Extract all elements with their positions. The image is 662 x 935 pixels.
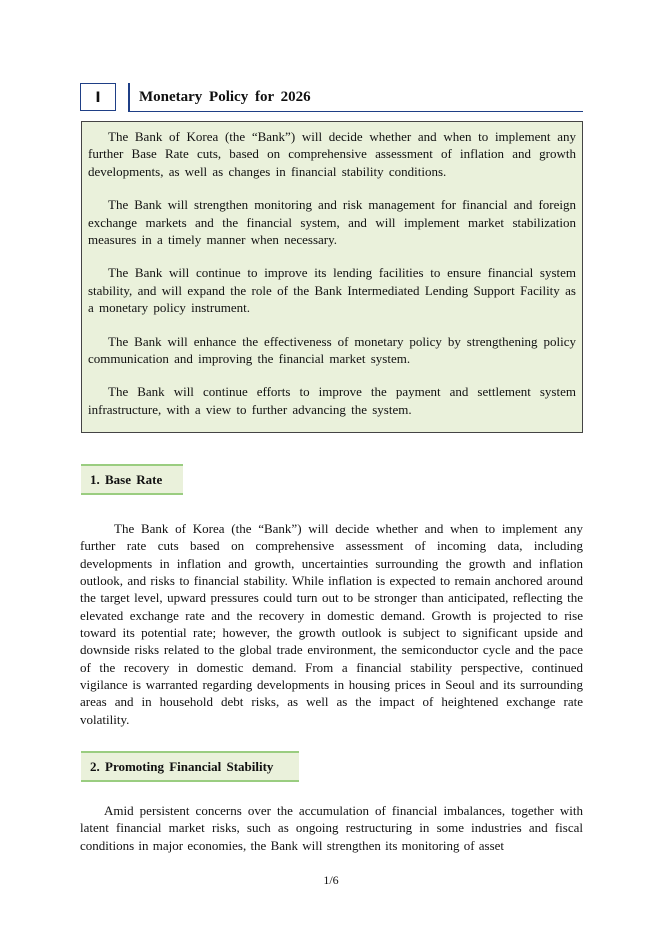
page-number: 1/6 bbox=[323, 873, 339, 887]
summary-paragraph: The Bank of Korea (the “Bank”) will decide whether and when to implement any further Base Rate cuts, based on comprehensive assessment of inflation and growth developments, as well as changes in financial stability conditions. bbox=[88, 129, 576, 179]
summary-paragraph: The Bank will strengthen monitoring and risk management for financial and foreign exchange markets and the financial system, and will implement market stabilization measures in a timely manner when necessary. bbox=[88, 197, 576, 248]
summary-box bbox=[81, 121, 583, 433]
section-heading-base-rate: 1. Base Rate bbox=[81, 464, 183, 495]
section-body-financial-stability: Amid persistent concerns over the accumulation of financial imbalances, together with latent financial market risks, such as ongoing restructuring in some industries and fiscal conditions in major economies, the Bank will strengthen its monitoring of asset bbox=[80, 803, 583, 853]
section-body-base-rate: The Bank of Korea (the “Bank”) will decide whether and when to implement any further rate cuts based on comprehensive assessment of incoming data, including developments in inflation and growth, uncertainties surrounding the growth and inflation outlook, and risks to financial stability. While inflation is expected to remain anchored around the target level, upward pressures could turn out to be stronger than anticipated, reflecting the elevated exchange rate and the recovery in domestic demand. Growth is projected to rise toward its potential rate; however, the growth outlook is subject to significant upside and downside risks related to the global trade environment, the semiconductor cycle and the pace of the recovery in domestic demand. From a financial stability perspective, continued vigilance is warranted regarding developments in housing prices in Seoul and its surrounding areas and in household debt risks, as well as the impact of heightened exchange rate volatility. bbox=[80, 521, 583, 727]
chapter-underline bbox=[128, 111, 583, 112]
section-heading-financial-stability: 2. Promoting Financial Stability bbox=[81, 751, 299, 782]
summary-paragraph: The Bank will continue to improve its lending facilities to ensure financial system stability, and will expand the role of the Bank Intermediated Lending Support Facility as a monetary policy instrument. bbox=[88, 265, 576, 316]
chapter-divider bbox=[128, 83, 130, 112]
chapter-number: Ⅰ bbox=[80, 83, 116, 111]
summary-paragraph: The Bank will continue efforts to improve the payment and settlement system infrastructure, with a view to further advancing the system. bbox=[88, 384, 576, 417]
chapter-title: Monetary Policy for 2026 bbox=[139, 89, 311, 105]
summary-paragraph: The Bank will enhance the effectiveness of monetary policy by strengthening policy communication and improving the financial market system. bbox=[88, 333, 576, 367]
